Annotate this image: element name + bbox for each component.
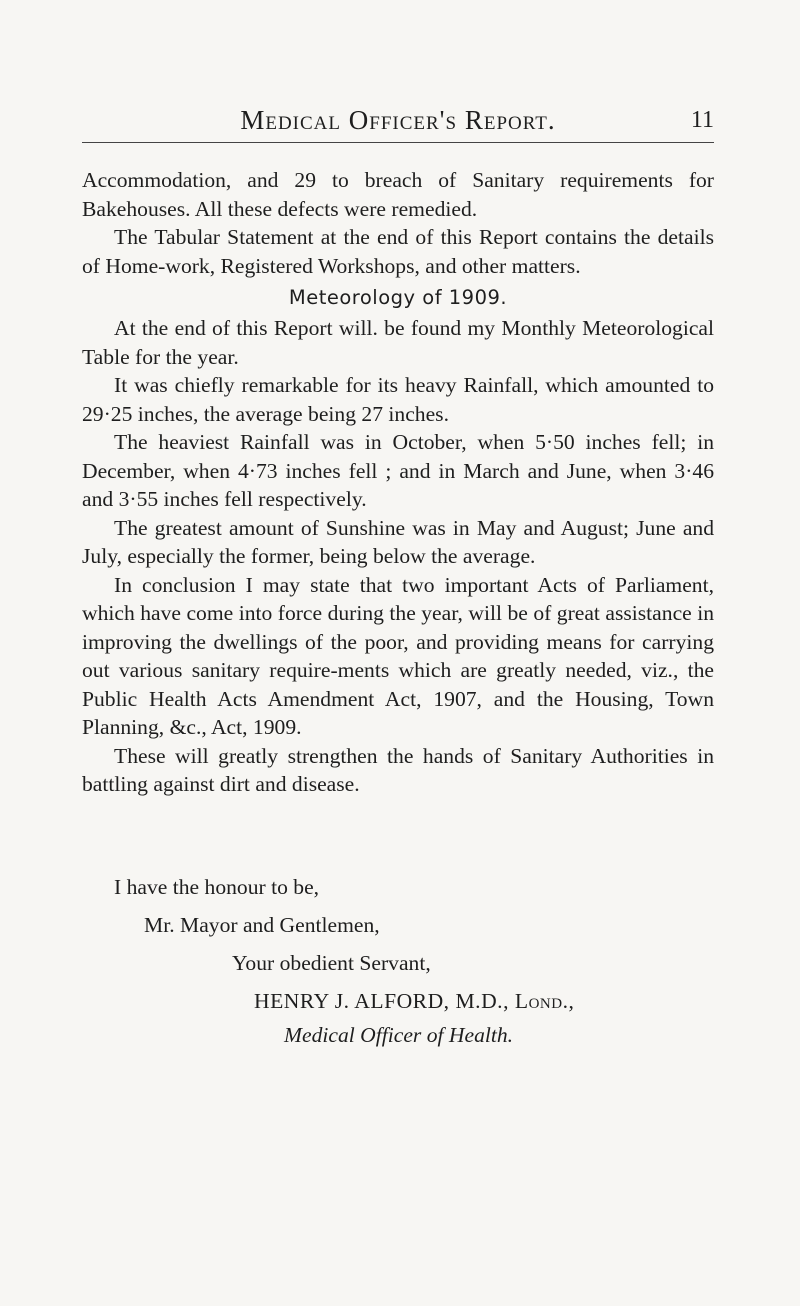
address-line: Mr. Mayor and Gentlemen, (144, 913, 380, 937)
running-head (82, 104, 714, 144)
signatory (254, 982, 734, 1020)
paragraph-heaviest-rainfall: The heaviest Rainfall was in October, when 5·50 inches fell; in December, when 4·73 inches fell ; and in March and June, when 3·46 and 3·55 inches fell respectively. (82, 430, 714, 511)
body-text (82, 166, 714, 799)
signatory-name: HENRY J. ALFORD, M.D., (254, 989, 515, 1013)
closing-block (114, 868, 734, 1050)
paragraph-tabular-statement: The Tabular Statement at the end of this Report contains the details of Home-work, Registered Workshops, and other matters. (82, 225, 714, 278)
salutation: I have the honour to be, (114, 875, 320, 899)
page-number: 11 (690, 107, 714, 133)
paragraph-continued: Accommodation, and 29 to breach of Sanitary requirements for Bakehouses. All these defects were remedied. (82, 168, 714, 221)
paragraph-conclusion: In conclusion I may state that two important Acts of Parliament, which have come into force during the year, will be of great assistance in improving the dwellings of the poor, and providing means for carrying out various sanitary require-ments which are greatly needed, viz., the Public Health Acts Amendment Act, 1907, and the Housing, Town Planning, &c., Act, 1909. (82, 572, 714, 739)
paragraph-sunshine: The greatest amount of Sunshine was in May and August; June and July, especially the former, being below the average. (82, 515, 714, 568)
running-title: Medical Officer's Report. (240, 105, 556, 135)
paragraph-rainfall: It was chiefly remarkable for its heavy Rainfall, which amounted to 29·25 inches, the average being 27 inches. (82, 373, 714, 426)
paragraph-meteorological-table: At the end of this Report will. be found my Monthly Meteorological Table for the year. (82, 316, 714, 369)
section-heading-meteorology: Meteorology of 1909. (288, 286, 508, 309)
header-rule (82, 142, 714, 143)
valediction: Your obedient Servant, (232, 951, 431, 975)
signatory-designation: Medical Officer of Health. (284, 1023, 514, 1047)
signatory-degree: Lond., (514, 989, 575, 1013)
paragraph-strengthen: These will greatly strengthen the hands of Sanitary Authorities in battling against dirt and disease. (82, 743, 714, 796)
